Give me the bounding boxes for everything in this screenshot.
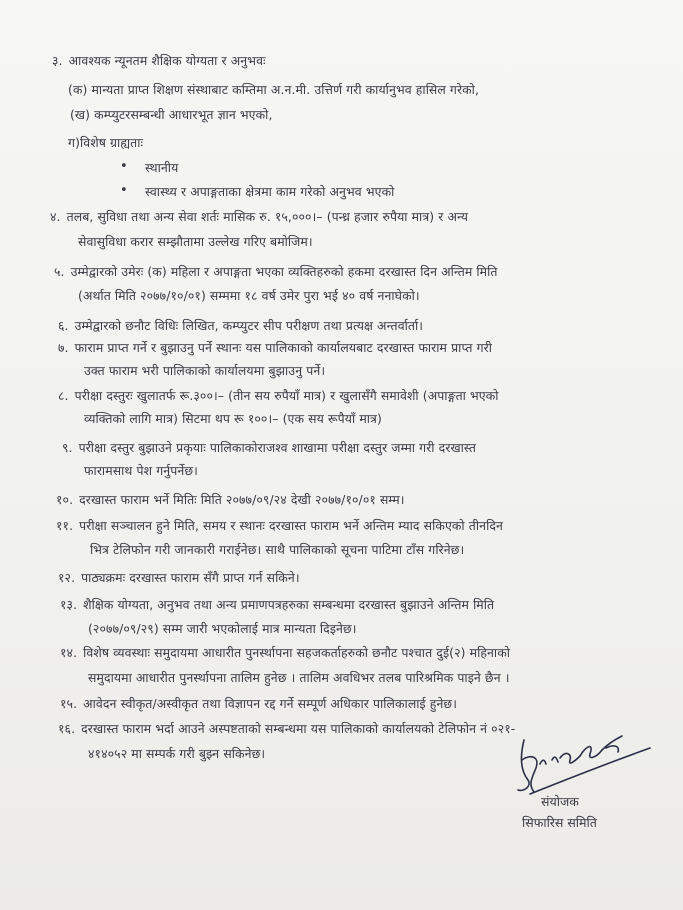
- section-6-line-1: [58, 318, 423, 334]
- section-13-line-1: [60, 597, 494, 613]
- section-text: तलब, सुविधा तथा अन्य सेवा शर्तः मासिक रु. १५,०००।– (पन्ध्र हजार रुपैया मात्र) र अन्य: [66, 209, 469, 224]
- section-text: परीक्षा सञ्चालन हुने मिति, समय र स्थानः दरखास्त फाराम भर्ने अन्तिम म्याद सकिएको तीनदिन: [79, 518, 503, 533]
- signatory-committee: सिफारिस समिति: [522, 815, 597, 830]
- section-14-line-1: [60, 645, 510, 661]
- section-8-line-1: [58, 388, 499, 404]
- handwritten-signature: [510, 720, 660, 810]
- section-number: ७.: [58, 340, 69, 355]
- section-9-line-1: [62, 440, 476, 456]
- section-3-item-ka: (क) मान्यता प्राप्त शिक्षण संस्थाबाट कम्तिमा अ.न.मी. उत्तिर्ण गरी कार्यानुभव हासिल गरेको,: [68, 82, 480, 97]
- section-number: ८.: [58, 388, 69, 403]
- section-text: दरखास्त फाराम भर्दा आउने अस्पष्टताको सम्बन्धमा यस पालिकाको कार्यालयको टेलिफोन नं ०२१-: [81, 721, 516, 736]
- section-number: १६.: [58, 721, 76, 736]
- section-text: परीक्षा दस्तुरः खुलातर्फ रू.३००।– (तीन सय रुपैयाँ मात्र) र खुलासँगै समावेशी (अपाङ्गता भएको: [74, 388, 499, 403]
- section-text: विशेष व्यवस्थाः समुदायमा आधारीत पुनर्स्थापना सहजकर्ताहरुको छनौट पश्चात दुई(२) महिनाको: [83, 645, 511, 660]
- section-text: पाठ्यक्रमः दरखास्त फाराम सँगै प्राप्त गर्न सकिने।: [81, 570, 300, 585]
- section-14-line-2: समुदायमा आधारीत पुनर्स्थापना तालिम हुनेछ । तालिम अवधिभर तलब पारिश्रमिक पाइने छैन ।: [88, 670, 510, 685]
- section-3-heading: [52, 53, 266, 69]
- bullet-item: स्थानीय: [145, 160, 179, 175]
- section-4-line-1: [50, 209, 468, 225]
- section-12-line-1: [58, 570, 300, 586]
- section-text: आवश्यक न्यूनतम शैक्षिक योग्यता र अनुभवः: [68, 53, 266, 68]
- section-number: ४.: [50, 209, 61, 224]
- section-number: ११.: [56, 518, 74, 533]
- bullet-icon: •: [120, 159, 128, 174]
- section-number: १३.: [60, 597, 78, 612]
- section-15-line-1: [60, 696, 457, 712]
- section-number: ६.: [58, 318, 69, 333]
- section-10-line-1: [56, 492, 405, 508]
- section-4-line-2: सेवासुविधा करार सम्झौतामा उल्लेख गरिए बमोजिम।: [78, 234, 313, 249]
- section-text: परीक्षा दस्तुर बुझाउने प्रकृयाः पालिकाकोराजश्व शाखामा परीक्षा दस्तुर जम्मा गरी दरखास्त: [78, 440, 477, 455]
- section-7-line-2: उक्त फाराम भरी पालिकाको कार्यालयमा बुझाउनु पर्ने।: [84, 363, 326, 378]
- section-16-line-1: [58, 721, 515, 737]
- section-number: १४.: [60, 645, 78, 660]
- section-5-line-2: (अर्थात मिति २०७७/१०/०१) सम्ममा १८ वर्ष उमेर पुरा भई ४० वर्ष ननाघेको।: [78, 288, 420, 303]
- section-5-line-1: [54, 264, 498, 280]
- section-text: उम्मेद्वारको छनौट विधिः लिखित, कम्प्युटर सीप परीक्षण तथा प्रत्यक्ष अन्तर्वार्ता।: [74, 318, 424, 333]
- section-7-line-1: [58, 340, 492, 356]
- section-number: १५.: [60, 696, 78, 711]
- section-number: १०.: [56, 492, 74, 507]
- section-16-line-2: ४१४०५२ मा सम्पर्क गरी बुझ्न सकिनेछ।: [88, 746, 266, 761]
- section-11-line-2: भित्र टेलिफोन गरी जानकारी गराईनेछ। साथै पालिकाको सूचना पाटिमा टाँस गरिनेछ।: [90, 542, 465, 557]
- bullet-item: स्वास्थ्य र अपाङ्गताका क्षेत्रमा काम गरेको अनुभव भएको: [145, 184, 395, 199]
- section-8-line-2: व्यक्तिको लागि मात्र) सिटमा थप रू १००।– (एक सय रूपैयाँ मात्र): [84, 411, 382, 426]
- section-number: ९.: [62, 440, 73, 455]
- section-13-line-2: (२०७७/०९/२९) सम्म जारी भएकोलाई मात्र मान्यता दिइनेछ।: [88, 621, 357, 636]
- section-number: ५.: [54, 264, 65, 279]
- section-number: १२.: [58, 570, 76, 585]
- bullet-icon: •: [120, 183, 128, 198]
- section-3-item-kha: (ख) कम्प्युटरसम्बन्धी आधारभूत ज्ञान भएको,: [70, 107, 273, 122]
- section-text: दरखास्त फाराम भर्ने मितिः मिति २०७७/०९/२४ देखी २०७७/१०/०१ सम्म।: [79, 492, 405, 507]
- section-text: शैक्षिक योग्यता, अनुभव तथा अन्य प्रमाणपत्रहरुका सम्बन्धमा दरखास्त बुझाउने अन्तिम मिति: [83, 597, 495, 612]
- section-text: फाराम प्राप्त गर्ने र बुझाउनु पर्ने स्थानः यस पालिकाको कार्यालयबाट दरखास्त फाराम प्राप्त गरी: [74, 340, 493, 355]
- section-text: उम्मेद्वारको उमेरः (क) महिला र अपाङ्गता भएका व्यक्तिहरुको हकमा दरखास्त दिन अन्तिम मिति: [70, 264, 498, 279]
- section-3-item-ga: ग)विशेष ग्राह्यताः: [68, 135, 144, 150]
- section-9-line-2: फारामसाथ पेश गर्नुपर्नेछ।: [84, 463, 198, 478]
- section-11-line-1: [56, 518, 503, 534]
- section-number: ३.: [52, 53, 63, 68]
- signatory-role: संयोजक: [541, 794, 579, 809]
- section-text: आवेदन स्वीकृत/अस्वीकृत तथा विज्ञापन रद्द गर्ने सम्पूर्ण अधिकार पालिकालाई हुनेछ।: [83, 696, 458, 711]
